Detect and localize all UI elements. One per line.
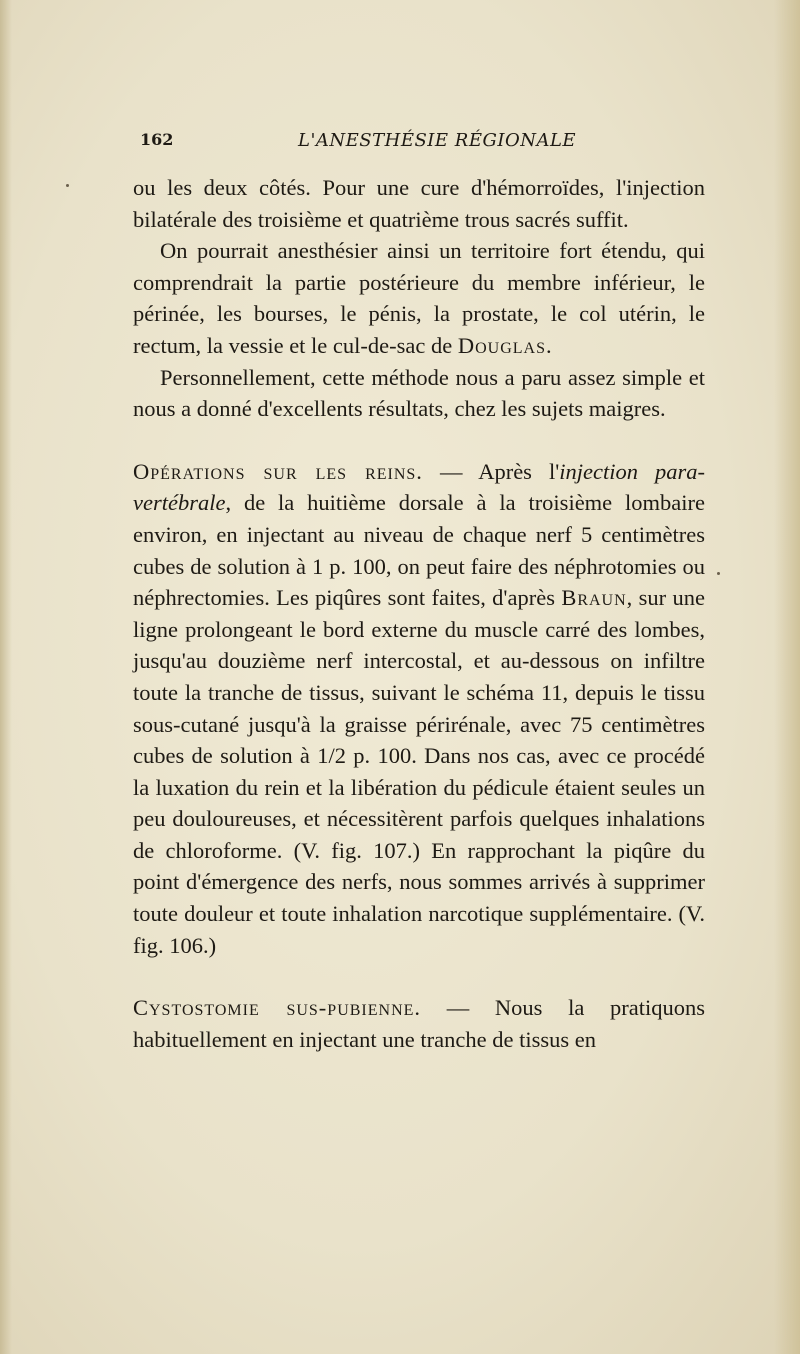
paragraph-personal-opinion: Personnellement, cette méthode nous a paru assez simple et nous a donné d'excellents résultats, chez les sujets maigres.	[133, 364, 705, 422]
body-text	[133, 172, 705, 1055]
section-kidney-operations	[133, 456, 705, 962]
section-cystostomy	[133, 992, 705, 1055]
section-heading-kidneys: Opérations sur les reins.	[133, 458, 423, 484]
kidney-text-rest: , sur une ligne prolongeant le bord externe du muscle carré des lombes, jusqu'au douzième nerf intercostal, et au-dessous on infiltre toute la tranche de tissus, suivant le schéma 11, depuis le tissu sous-cutané jusqu'à la graisse périrénale, avec 75 centimètres cubes de solution à 1/2 p. 100. Dans nos cas, avec ce procédé la luxation du rein et la libération du pédicule étaient seules un peu douloureuses, et nécessitèrent parfois quelques inhalations de chloroforme. (V. fig. 107.) En rapprochant la piqûre du point d'émergence des nerfs, nous sommes arrivés à supprimer toute douleur et toute inhalation narcotique supplémentaire. (V. fig. 106.)	[133, 585, 705, 958]
cystostomy-text: — Nous la pratiquons habituellement en injectant une tranche de tissus en	[133, 995, 705, 1052]
paragraph-territory-text: On pourrait anesthésier ainsi un territoire fort étendu, qui comprendrait la partie postérieure du membre inférieur, le périnée, les bourses, le pénis, la prostate, le col utérin, le rectum, la vessie et le cul-de-sac de	[133, 238, 705, 358]
paragraph-territory	[133, 235, 705, 361]
print-speck	[717, 572, 720, 575]
author-name-braun: Braun	[561, 585, 627, 611]
page-edge-left	[0, 0, 12, 1354]
print-speck	[66, 184, 69, 187]
page-number: 162	[140, 130, 174, 149]
paragraph-territory-end: .	[545, 332, 552, 358]
author-name-douglas: Douglas	[457, 332, 546, 358]
kidney-text-italic: injection para-vertébrale	[133, 458, 705, 516]
page-edge-right	[774, 0, 800, 1354]
section-heading-cystostomy: Cystostomie sus-pubienne.	[133, 995, 422, 1021]
paragraph-hemorrhoids: ou les deux côtés. Pour une cure d'hémorroïdes, l'injection bilatérale des troisième et quatrième trous sacrés suffit.	[133, 175, 705, 232]
running-title: L'ANESTHÉSIE RÉGIONALE	[298, 130, 577, 151]
page-header	[140, 126, 700, 156]
kidney-text-intro: — Après l'	[422, 458, 560, 484]
kidney-text-body: , de la huitième dorsale à la troisième lombaire environ, en injectant au niveau de chaque nerf 5 centimètres cubes de solution à 1 p. 100, on peut faire des néphrotomies ou néphrectomies. Les piqûres sont faites, d'après	[133, 490, 705, 611]
